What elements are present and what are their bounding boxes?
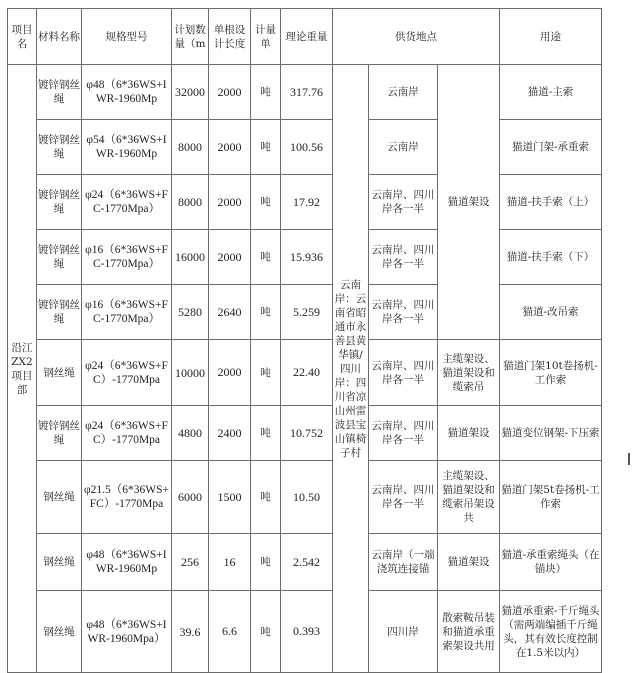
qty-cell: 8000 — [178, 195, 202, 209]
spec-cell: φ48（6*36WS+IWR-1960Mp — [86, 549, 167, 575]
qty-cell: 4800 — [178, 426, 202, 440]
usage-cell: 猫道-主索 — [527, 86, 574, 98]
spec-cell: φ24（6*36WS+FC）-1770Mpa — [85, 420, 168, 446]
bank-cell: 云南岸、四川岸各一半 — [371, 244, 435, 270]
bank-cell: 云南岸、四川岸各一半 — [371, 359, 435, 386]
weight-cell: 100.56 — [290, 139, 323, 154]
header-theory-weight-text: 理论重量 — [285, 30, 328, 43]
header-unit-text: 计量单 — [255, 23, 276, 50]
length-cell: 6.6 — [222, 624, 237, 638]
spec-cell: φ54（6*36WS+IWR-1960Mp — [86, 134, 167, 160]
purpose-main-cable-a: 主缆架设、猫道架设和缆索吊 — [442, 352, 495, 393]
header-supply-location-text: 供货地点 — [395, 30, 437, 43]
usage-cell: 猫道-扶手索（上） — [506, 196, 595, 208]
purpose-cell-catwalk — [438, 65, 500, 340]
unit-cell: 吨 — [260, 251, 271, 263]
usage-cell: 猫道变位钢架-下压索 — [501, 427, 600, 439]
header-row — [8, 9, 602, 65]
header-supply-location — [333, 9, 500, 65]
table-row — [8, 591, 602, 673]
header-spec — [82, 9, 172, 65]
header-theory-weight — [281, 9, 333, 65]
purpose-cell-main-cable-b — [438, 461, 500, 534]
table-row — [8, 175, 602, 230]
purpose-cell-catwalk-c — [438, 534, 500, 591]
unit-cell: 吨 — [260, 625, 271, 638]
usage-cell: 猫道门架10t卷扬机-工作索 — [503, 359, 598, 386]
usage-cell: 猫道承重索-千斤绳头（需两端编插千斤绳头，其有效长度控制在1.5米以内） — [501, 604, 600, 659]
bank-cell: 云南岸 — [387, 141, 419, 153]
bank-cell: 云南岸（一端浇筑连接锚 — [371, 549, 435, 575]
spec-cell: φ24（6*36WS+FC）-1770Mpa — [85, 359, 168, 386]
qty-cell: 10000 — [175, 365, 205, 380]
scroll-marker — [628, 453, 630, 465]
weight-cell: 10.752 — [290, 425, 323, 440]
unit-cell: 吨 — [260, 306, 271, 318]
unit-cell: 吨 — [260, 556, 271, 568]
weight-cell: 15.936 — [290, 249, 323, 264]
length-cell: 1500 — [217, 489, 242, 504]
bank-cell: 云南岸 — [387, 86, 419, 98]
table-row — [8, 340, 602, 406]
material-cell: 镀锌钢丝绳 — [38, 189, 80, 215]
usage-cell: 猫道-扶手索（下） — [506, 251, 595, 263]
header-planned-qty — [172, 9, 209, 65]
unit-cell: 吨 — [260, 491, 271, 503]
spec-cell: φ24（6*36WS+FC-1770Mpa） — [85, 189, 168, 215]
project-cell — [8, 65, 37, 673]
header-planned-qty-text: 计划数量（m — [174, 23, 206, 50]
purpose-cell-main-cable-a — [438, 340, 500, 406]
header-spec-text: 规格型号 — [105, 30, 148, 43]
header-material-text: 材料名称 — [38, 30, 80, 43]
unit-cell: 吨 — [260, 196, 271, 208]
usage-cell: 猫道-承重索绳头（在锚块） — [501, 549, 600, 575]
material-cell: 镀锌钢丝绳 — [38, 420, 80, 446]
qty-cell: 6000 — [178, 490, 202, 504]
header-usage-text: 用途 — [540, 30, 561, 43]
unit-cell: 吨 — [260, 86, 271, 98]
table-row — [8, 534, 602, 591]
materials-table — [7, 8, 602, 673]
table-row — [8, 230, 602, 285]
qty-cell: 32000 — [175, 85, 205, 99]
qty-cell: 256 — [181, 555, 199, 569]
table-row — [8, 285, 602, 340]
length-cell: 2640 — [217, 304, 242, 319]
usage-cell: 猫道门架5t卷扬机-工作索 — [501, 484, 600, 510]
header-unit — [251, 9, 281, 65]
purpose-shared-use: 散索鞍吊装和猫道承重索架设共用 — [442, 611, 495, 652]
length-cell: 2000 — [217, 139, 242, 154]
spec-cell: φ48（6*36WS+IWR-1960Mpa） — [86, 618, 167, 645]
material-cell: 钢丝绳 — [43, 366, 75, 379]
table-row — [8, 461, 602, 534]
purpose-cell-shared — [438, 591, 500, 673]
spec-cell: φ21.5（6*36WS+FC）-1770Mpa — [84, 484, 169, 510]
purpose-catwalk-b: 猫道架设 — [447, 427, 490, 439]
material-cell: 钢丝绳 — [43, 625, 75, 638]
bank-cell: 云南岸、四川岸各一半 — [371, 420, 435, 446]
header-project — [8, 9, 37, 65]
spec-cell: φ16（6*36WS+FC-1770Mpa） — [85, 299, 168, 325]
unit-cell: 吨 — [260, 366, 271, 379]
supply-location-main: 云南岸：云南省昭通市永善县黄华镇/四川岸：四川省凉山州雷波县宝山镇椅子村 — [334, 278, 367, 459]
weight-cell: 5.259 — [293, 304, 320, 319]
unit-cell: 吨 — [260, 427, 271, 439]
bank-cell: 四川岸 — [387, 625, 419, 638]
weight-cell: 2.542 — [293, 554, 320, 569]
bank-cell: 云南岸、四川岸各一半 — [371, 484, 435, 510]
purpose-main-cable-b: 主缆架设、猫道架设和缆索吊架设共 — [442, 470, 495, 524]
length-cell: 2000 — [217, 84, 242, 99]
bank-cell: 云南岸、四川岸各一半 — [371, 189, 435, 215]
length-cell: 2000 — [217, 249, 242, 264]
header-project-text: 项目名 — [11, 23, 33, 50]
qty-cell: 5280 — [178, 305, 202, 319]
supply-location-cell — [333, 65, 369, 673]
header-material — [37, 9, 82, 65]
purpose-catwalk-c: 猫道架设 — [447, 556, 490, 568]
material-cell: 镀锌钢丝绳 — [38, 134, 80, 160]
weight-cell: 10.50 — [293, 489, 320, 504]
project-name: 沿江ZX2项目部 — [11, 341, 33, 396]
length-cell: 2000 — [217, 365, 242, 379]
material-cell: 镀锌钢丝绳 — [38, 79, 80, 105]
weight-cell: 0.393 — [293, 624, 320, 638]
spec-cell: φ48（6*36WS+IWR-1960Mp — [86, 79, 167, 105]
qty-cell: 16000 — [175, 250, 205, 264]
material-cell: 镀锌钢丝绳 — [38, 244, 80, 270]
length-cell: 16 — [223, 554, 236, 569]
purpose-cell-catwalk-b — [438, 406, 500, 461]
qty-cell: 39.6 — [179, 624, 201, 639]
qty-cell: 8000 — [178, 140, 202, 154]
header-unit-length-text: 单根设计长度 — [213, 23, 246, 50]
material-cell: 钢丝绳 — [43, 491, 75, 503]
material-cell: 镀锌钢丝绳 — [38, 299, 80, 325]
table-row — [8, 406, 602, 461]
weight-cell: 22.40 — [293, 365, 320, 379]
usage-cell: 猫道-改吊索 — [522, 306, 579, 318]
header-unit-length — [209, 9, 251, 65]
spec-cell: φ16（6*36WS+FC-1770Mpa） — [85, 244, 168, 270]
bank-cell: 云南岸、四川岸各一半 — [371, 299, 435, 325]
material-cell: 钢丝绳 — [43, 556, 75, 568]
table-row — [8, 65, 602, 120]
length-cell: 2400 — [217, 425, 242, 440]
length-cell: 2000 — [217, 194, 242, 209]
purpose-catwalk: 猫道架设 — [447, 196, 490, 208]
table-row — [8, 120, 602, 175]
unit-cell: 吨 — [260, 141, 271, 153]
usage-cell: 猫道门架-承重索 — [511, 141, 590, 153]
weight-cell: 17.92 — [293, 194, 320, 209]
weight-cell: 317.76 — [290, 84, 323, 99]
header-usage — [500, 9, 602, 65]
